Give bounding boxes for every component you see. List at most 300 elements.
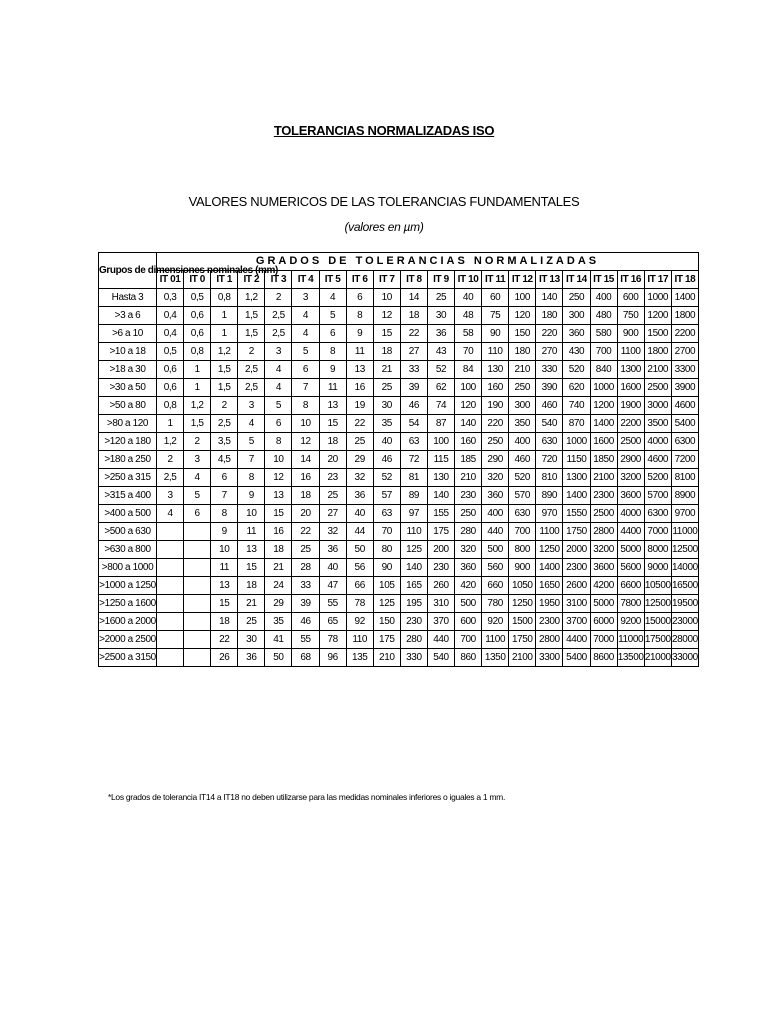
- tolerance-value-cell: 50: [265, 649, 292, 667]
- tolerance-value-cell: 840: [590, 361, 617, 379]
- tolerance-value-cell: 46: [373, 451, 400, 469]
- tolerance-value-cell: 9000: [644, 559, 671, 577]
- tolerance-value-cell: [157, 541, 184, 559]
- tolerance-value-cell: 200: [427, 541, 454, 559]
- tolerance-value-cell: 22: [400, 325, 427, 343]
- tolerance-value-cell: 13: [346, 361, 373, 379]
- tolerance-value-cell: 1,2: [157, 433, 184, 451]
- tolerance-value-cell: 13: [319, 397, 346, 415]
- tolerance-value-cell: 175: [373, 631, 400, 649]
- tolerance-value-cell: 21: [265, 559, 292, 577]
- tolerance-value-cell: 3600: [617, 487, 644, 505]
- tolerance-value-cell: 1150: [563, 451, 590, 469]
- tolerance-value-cell: 19500: [671, 595, 698, 613]
- range-cell: >1000 a 1250: [99, 577, 157, 595]
- tolerance-value-cell: 400: [590, 289, 617, 307]
- grade-column-header: IT 01: [157, 271, 184, 289]
- tolerance-value-cell: 400: [509, 433, 536, 451]
- tolerance-value-cell: 5400: [671, 415, 698, 433]
- tolerance-value-cell: 2: [211, 397, 238, 415]
- tolerance-value-cell: 30: [427, 307, 454, 325]
- tolerance-value-cell: 0,4: [157, 307, 184, 325]
- range-cell: >3 a 6: [99, 307, 157, 325]
- tolerance-value-cell: 33: [400, 361, 427, 379]
- tolerance-value-cell: 4: [265, 379, 292, 397]
- document-title: TOLERANCIAS NORMALIZADAS ISO: [273, 123, 495, 138]
- tolerance-value-cell: 3700: [563, 613, 590, 631]
- tolerance-value-cell: 2800: [590, 523, 617, 541]
- tolerance-value-cell: 36: [238, 649, 265, 667]
- tolerance-value-cell: [157, 523, 184, 541]
- tolerance-value-cell: 3: [157, 487, 184, 505]
- tolerance-value-cell: 75: [482, 307, 509, 325]
- tolerance-value-cell: 2600: [563, 577, 590, 595]
- tolerance-value-cell: 16: [292, 469, 319, 487]
- grade-column-header: IT 16: [617, 271, 644, 289]
- tolerance-value-cell: 27: [400, 343, 427, 361]
- tolerance-value-cell: 4000: [617, 505, 644, 523]
- range-cell: >180 a 250: [99, 451, 157, 469]
- range-cell: >30 a 50: [99, 379, 157, 397]
- tolerance-value-cell: 81: [400, 469, 427, 487]
- tolerance-value-cell: 12500: [671, 541, 698, 559]
- table-row: [99, 613, 699, 631]
- tolerance-value-cell: 1: [211, 325, 238, 343]
- tolerance-value-cell: 300: [563, 307, 590, 325]
- tolerance-value-cell: [184, 577, 211, 595]
- tolerance-value-cell: 6: [319, 325, 346, 343]
- tolerance-value-cell: 480: [590, 307, 617, 325]
- tolerance-value-cell: 260: [427, 577, 454, 595]
- tolerance-value-cell: 1750: [509, 631, 536, 649]
- tolerance-value-cell: 7000: [644, 523, 671, 541]
- tolerance-value-cell: 8100: [671, 469, 698, 487]
- grade-column-header: IT 15: [590, 271, 617, 289]
- tolerance-value-cell: 57: [373, 487, 400, 505]
- table-row: [99, 523, 699, 541]
- tolerance-value-cell: 2500: [617, 433, 644, 451]
- range-cell: >315 a 400: [99, 487, 157, 505]
- grade-column-header: IT 1: [211, 271, 238, 289]
- tolerance-value-cell: 1,5: [238, 307, 265, 325]
- tolerance-value-cell: 0,8: [211, 289, 238, 307]
- tolerance-value-cell: 4400: [617, 523, 644, 541]
- tolerance-value-cell: 230: [400, 613, 427, 631]
- tolerance-value-cell: 5000: [617, 541, 644, 559]
- tolerance-value-cell: 12: [265, 469, 292, 487]
- tolerance-value-cell: 5200: [644, 469, 671, 487]
- tolerance-value-cell: 4: [238, 415, 265, 433]
- tolerance-value-cell: 46: [292, 613, 319, 631]
- tolerance-value-cell: 25: [238, 613, 265, 631]
- tolerance-value-cell: 0,5: [157, 343, 184, 361]
- tolerance-value-cell: 250: [455, 505, 482, 523]
- range-cell: >1600 a 2000: [99, 613, 157, 631]
- tolerance-value-cell: 28000: [671, 631, 698, 649]
- tolerance-value-cell: 3300: [671, 361, 698, 379]
- tolerance-value-cell: 4: [319, 289, 346, 307]
- tolerance-value-cell: 4: [265, 361, 292, 379]
- tolerance-value-cell: 700: [455, 631, 482, 649]
- tolerance-value-cell: 180: [536, 307, 563, 325]
- tolerance-value-cell: 78: [319, 631, 346, 649]
- tolerance-value-cell: 1200: [590, 397, 617, 415]
- tolerance-value-cell: 0,6: [184, 307, 211, 325]
- tolerance-value-cell: 110: [482, 343, 509, 361]
- tolerance-value-cell: [157, 649, 184, 667]
- tolerance-value-cell: 630: [536, 433, 563, 451]
- tolerance-value-cell: 1: [184, 379, 211, 397]
- tolerance-value-cell: 920: [482, 613, 509, 631]
- tolerance-value-cell: 2800: [536, 631, 563, 649]
- table-row: [99, 307, 699, 325]
- tolerance-value-cell: 900: [617, 325, 644, 343]
- tolerance-value-cell: 1400: [590, 415, 617, 433]
- tolerance-value-cell: 660: [482, 577, 509, 595]
- tolerance-value-cell: 27: [319, 505, 346, 523]
- tolerance-value-cell: 0,5: [184, 289, 211, 307]
- range-cell: >630 a 800: [99, 541, 157, 559]
- tolerance-value-cell: 1000: [563, 433, 590, 451]
- tolerance-value-cell: 14: [400, 289, 427, 307]
- tolerance-value-cell: 440: [427, 631, 454, 649]
- tolerance-value-cell: 1200: [644, 307, 671, 325]
- tolerance-value-cell: 7000: [590, 631, 617, 649]
- tolerance-value-cell: 2,5: [238, 379, 265, 397]
- document-subtitle: VALORES NUMERICOS DE LAS TOLERANCIAS FUNDAMENTALES: [188, 194, 580, 209]
- tolerance-value-cell: 190: [482, 397, 509, 415]
- tolerance-value-cell: 0,6: [184, 325, 211, 343]
- tolerance-value-cell: 1: [184, 361, 211, 379]
- table-row: [99, 343, 699, 361]
- tolerance-value-cell: 1550: [563, 505, 590, 523]
- tolerance-value-cell: 23000: [671, 613, 698, 631]
- tolerance-value-cell: 520: [509, 469, 536, 487]
- tolerance-value-cell: 14000: [671, 559, 698, 577]
- tolerance-value-cell: 35: [265, 613, 292, 631]
- tolerance-value-cell: 11: [238, 523, 265, 541]
- grades-header: GRADOS DE TOLERANCIAS NORMALIZADAS: [157, 253, 699, 271]
- tolerance-value-cell: 810: [536, 469, 563, 487]
- tolerance-value-cell: 8900: [671, 487, 698, 505]
- tolerance-value-cell: 74: [427, 397, 454, 415]
- tolerance-value-cell: 2: [184, 433, 211, 451]
- range-cell: >6 a 10: [99, 325, 157, 343]
- tolerance-value-cell: 220: [536, 325, 563, 343]
- tolerance-value-cell: 63: [400, 433, 427, 451]
- tolerance-value-cell: 8: [211, 505, 238, 523]
- tolerance-value-cell: 2,5: [211, 415, 238, 433]
- tolerance-value-cell: 70: [455, 343, 482, 361]
- tolerance-value-cell: 250: [482, 433, 509, 451]
- tolerance-value-cell: 43: [427, 343, 454, 361]
- tolerance-value-cell: 9: [346, 325, 373, 343]
- tolerance-value-cell: 92: [346, 613, 373, 631]
- tolerance-value-cell: 1500: [509, 613, 536, 631]
- tolerance-value-cell: 870: [563, 415, 590, 433]
- tolerance-value-cell: 460: [509, 451, 536, 469]
- tolerance-value-cell: 2100: [509, 649, 536, 667]
- tolerance-value-cell: 40: [346, 505, 373, 523]
- tolerance-value-cell: 29: [346, 451, 373, 469]
- tolerance-value-cell: 4,5: [211, 451, 238, 469]
- tolerance-value-cell: 13500: [617, 649, 644, 667]
- tolerance-value-cell: 1800: [644, 343, 671, 361]
- tolerance-value-cell: 3100: [563, 595, 590, 613]
- tolerance-value-cell: 36: [319, 541, 346, 559]
- tolerance-value-cell: 40: [373, 433, 400, 451]
- grade-column-header: IT 10: [455, 271, 482, 289]
- tolerance-value-cell: 160: [455, 433, 482, 451]
- tolerance-value-cell: 2500: [590, 505, 617, 523]
- tolerance-value-cell: 72: [400, 451, 427, 469]
- tolerance-value-cell: 560: [482, 559, 509, 577]
- tolerance-value-cell: 3500: [644, 415, 671, 433]
- grade-column-header: IT 9: [427, 271, 454, 289]
- tolerance-value-cell: 15: [319, 415, 346, 433]
- tolerance-value-cell: 4200: [590, 577, 617, 595]
- tolerance-value-cell: 15: [265, 505, 292, 523]
- tolerance-value-cell: 22: [346, 415, 373, 433]
- tolerance-value-cell: 1300: [563, 469, 590, 487]
- tolerance-value-cell: 13: [211, 577, 238, 595]
- tolerance-value-cell: 21: [373, 361, 400, 379]
- tolerance-value-cell: 7200: [671, 451, 698, 469]
- tolerance-value-cell: 33000: [671, 649, 698, 667]
- grade-column-header: IT 3: [265, 271, 292, 289]
- tolerance-value-cell: 1250: [509, 595, 536, 613]
- range-cell: >50 a 80: [99, 397, 157, 415]
- range-cell: >80 a 120: [99, 415, 157, 433]
- tolerance-value-cell: 460: [536, 397, 563, 415]
- tolerance-value-cell: 440: [482, 523, 509, 541]
- tolerance-value-cell: 110: [346, 631, 373, 649]
- tolerance-value-cell: 8: [292, 397, 319, 415]
- tolerance-value-cell: 1000: [590, 379, 617, 397]
- tolerance-value-cell: 7: [292, 379, 319, 397]
- tolerance-value-cell: 11000: [671, 523, 698, 541]
- tolerance-value-cell: 570: [509, 487, 536, 505]
- tolerance-value-cell: 185: [455, 451, 482, 469]
- tolerance-value-cell: [184, 649, 211, 667]
- tolerance-value-cell: 5: [319, 307, 346, 325]
- tolerance-value-cell: 13: [238, 541, 265, 559]
- tolerance-value-cell: 90: [482, 325, 509, 343]
- tolerance-value-cell: 8: [265, 433, 292, 451]
- tolerance-value-cell: 35: [373, 415, 400, 433]
- tolerance-value-cell: 0,6: [157, 361, 184, 379]
- tolerance-value-cell: 15: [238, 559, 265, 577]
- tolerance-value-cell: 230: [455, 487, 482, 505]
- tolerance-value-cell: 10: [373, 289, 400, 307]
- tolerance-value-cell: 140: [455, 415, 482, 433]
- tolerance-value-cell: 65: [319, 613, 346, 631]
- tolerance-value-cell: 140: [536, 289, 563, 307]
- tolerance-value-cell: 0,3: [157, 289, 184, 307]
- tolerance-value-cell: 2: [265, 289, 292, 307]
- tolerance-value-cell: 135: [346, 649, 373, 667]
- tolerance-value-cell: 970: [536, 505, 563, 523]
- tolerance-value-cell: 40: [319, 559, 346, 577]
- tolerance-value-cell: 400: [482, 505, 509, 523]
- range-cell: >800 a 1000: [99, 559, 157, 577]
- tolerance-value-cell: 390: [536, 379, 563, 397]
- tolerance-value-cell: 14: [292, 451, 319, 469]
- tolerance-value-cell: 6: [346, 289, 373, 307]
- tolerance-value-cell: 1600: [590, 433, 617, 451]
- tolerance-value-cell: 2000: [563, 541, 590, 559]
- tolerance-value-cell: 5: [265, 397, 292, 415]
- tolerance-value-cell: 55: [319, 595, 346, 613]
- tolerance-value-cell: 3000: [644, 397, 671, 415]
- tolerance-value-cell: 3600: [590, 559, 617, 577]
- tolerance-value-cell: 44: [346, 523, 373, 541]
- grade-column-header: IT 7: [373, 271, 400, 289]
- tolerance-value-cell: 9: [211, 523, 238, 541]
- grade-column-header: IT 5: [319, 271, 346, 289]
- grade-column-header: IT 4: [292, 271, 319, 289]
- tolerance-value-cell: 68: [292, 649, 319, 667]
- tolerance-value-cell: 220: [482, 415, 509, 433]
- tolerance-value-cell: 700: [509, 523, 536, 541]
- tolerance-value-cell: 55: [292, 631, 319, 649]
- tolerance-value-cell: 160: [482, 379, 509, 397]
- tolerance-value-cell: 11: [211, 559, 238, 577]
- tolerance-value-cell: 250: [563, 289, 590, 307]
- tolerance-value-cell: 80: [373, 541, 400, 559]
- tolerance-value-cell: 12: [373, 307, 400, 325]
- tolerance-value-cell: 9700: [671, 505, 698, 523]
- tolerance-value-cell: 0,8: [157, 397, 184, 415]
- tolerance-value-cell: 1400: [671, 289, 698, 307]
- tolerance-value-cell: 21000: [644, 649, 671, 667]
- tolerance-value-cell: 130: [482, 361, 509, 379]
- tolerance-value-cell: 15000: [644, 613, 671, 631]
- tolerance-value-cell: 1,5: [211, 379, 238, 397]
- tolerance-value-cell: 18: [211, 613, 238, 631]
- tolerance-value-cell: 210: [509, 361, 536, 379]
- tolerance-value-cell: 15: [211, 595, 238, 613]
- tolerance-value-cell: 1000: [644, 289, 671, 307]
- tolerance-value-cell: 33: [292, 577, 319, 595]
- tolerance-value-cell: 23: [319, 469, 346, 487]
- tolerance-value-cell: 2300: [536, 613, 563, 631]
- tolerance-value-cell: 12: [292, 433, 319, 451]
- tolerance-value-cell: 18: [400, 307, 427, 325]
- tolerance-table-container: [98, 252, 698, 667]
- tolerance-value-cell: 1,2: [211, 343, 238, 361]
- grade-column-header: IT 2: [238, 271, 265, 289]
- tolerance-value-cell: [157, 577, 184, 595]
- tolerance-value-cell: 1: [211, 307, 238, 325]
- tolerance-value-cell: 30: [238, 631, 265, 649]
- table-row: [99, 649, 699, 667]
- tolerance-value-cell: 140: [400, 559, 427, 577]
- tolerance-table: [98, 252, 699, 667]
- tolerance-value-cell: 1850: [590, 451, 617, 469]
- table-row: [99, 559, 699, 577]
- tolerance-value-cell: 7: [238, 451, 265, 469]
- tolerance-value-cell: 4600: [671, 397, 698, 415]
- units-note: (valores en µm): [344, 220, 424, 234]
- range-cell: >10 a 18: [99, 343, 157, 361]
- tolerance-value-cell: 6600: [617, 577, 644, 595]
- tolerance-value-cell: 1,2: [184, 397, 211, 415]
- tolerance-value-cell: 7800: [617, 595, 644, 613]
- tolerance-value-cell: 26: [211, 649, 238, 667]
- range-cell: Hasta 3: [99, 289, 157, 307]
- tolerance-value-cell: 1800: [671, 307, 698, 325]
- tolerance-value-cell: 860: [455, 649, 482, 667]
- tolerance-value-cell: 19: [346, 397, 373, 415]
- table-row: [99, 361, 699, 379]
- tolerance-value-cell: 320: [482, 469, 509, 487]
- grade-column-header: IT 14: [563, 271, 590, 289]
- tolerance-value-cell: 30: [373, 397, 400, 415]
- tolerance-value-cell: 140: [427, 487, 454, 505]
- tolerance-value-cell: 100: [455, 379, 482, 397]
- tolerance-value-cell: 700: [590, 343, 617, 361]
- tolerance-value-cell: 3200: [590, 541, 617, 559]
- tolerance-value-cell: 1650: [536, 577, 563, 595]
- tolerance-value-cell: 6: [211, 469, 238, 487]
- tolerance-value-cell: 29: [265, 595, 292, 613]
- grade-column-header: IT 13: [536, 271, 563, 289]
- tolerance-value-cell: 87: [427, 415, 454, 433]
- tolerance-value-cell: 24: [265, 577, 292, 595]
- tolerance-value-cell: 21: [238, 595, 265, 613]
- tolerance-value-cell: 155: [427, 505, 454, 523]
- table-row: [99, 289, 699, 307]
- tolerance-value-cell: 1400: [536, 559, 563, 577]
- tolerance-value-cell: 300: [509, 397, 536, 415]
- tolerance-value-cell: [184, 613, 211, 631]
- tolerance-value-cell: 54: [400, 415, 427, 433]
- tolerance-value-cell: 5: [238, 433, 265, 451]
- tolerance-value-cell: 320: [455, 541, 482, 559]
- tolerance-value-cell: 16500: [671, 577, 698, 595]
- tolerance-value-cell: 1600: [617, 379, 644, 397]
- tolerance-value-cell: 620: [563, 379, 590, 397]
- tolerance-value-cell: 4600: [644, 451, 671, 469]
- tolerance-value-cell: 1350: [482, 649, 509, 667]
- tolerance-value-cell: 90: [373, 559, 400, 577]
- table-row: [99, 505, 699, 523]
- tolerance-value-cell: 1,5: [184, 415, 211, 433]
- tolerance-value-cell: 70: [373, 523, 400, 541]
- tolerance-value-cell: 270: [536, 343, 563, 361]
- tolerance-value-cell: 84: [455, 361, 482, 379]
- tolerance-value-cell: 310: [427, 595, 454, 613]
- tolerance-value-cell: 9: [319, 361, 346, 379]
- tolerance-value-cell: 890: [536, 487, 563, 505]
- tolerance-value-cell: 4: [157, 505, 184, 523]
- table-row: [99, 577, 699, 595]
- tolerance-value-cell: 56: [346, 559, 373, 577]
- tolerance-value-cell: 28: [292, 559, 319, 577]
- tolerance-value-cell: 4: [292, 307, 319, 325]
- tolerance-value-cell: 5400: [563, 649, 590, 667]
- grade-column-header: IT 12: [509, 271, 536, 289]
- tolerance-value-cell: 5: [292, 343, 319, 361]
- tolerance-value-cell: 330: [400, 649, 427, 667]
- tolerance-value-cell: 165: [400, 577, 427, 595]
- table-row: [99, 451, 699, 469]
- tolerance-value-cell: 0,6: [157, 379, 184, 397]
- tolerance-value-cell: 8: [346, 307, 373, 325]
- table-row: [99, 541, 699, 559]
- tolerance-value-cell: 20: [292, 505, 319, 523]
